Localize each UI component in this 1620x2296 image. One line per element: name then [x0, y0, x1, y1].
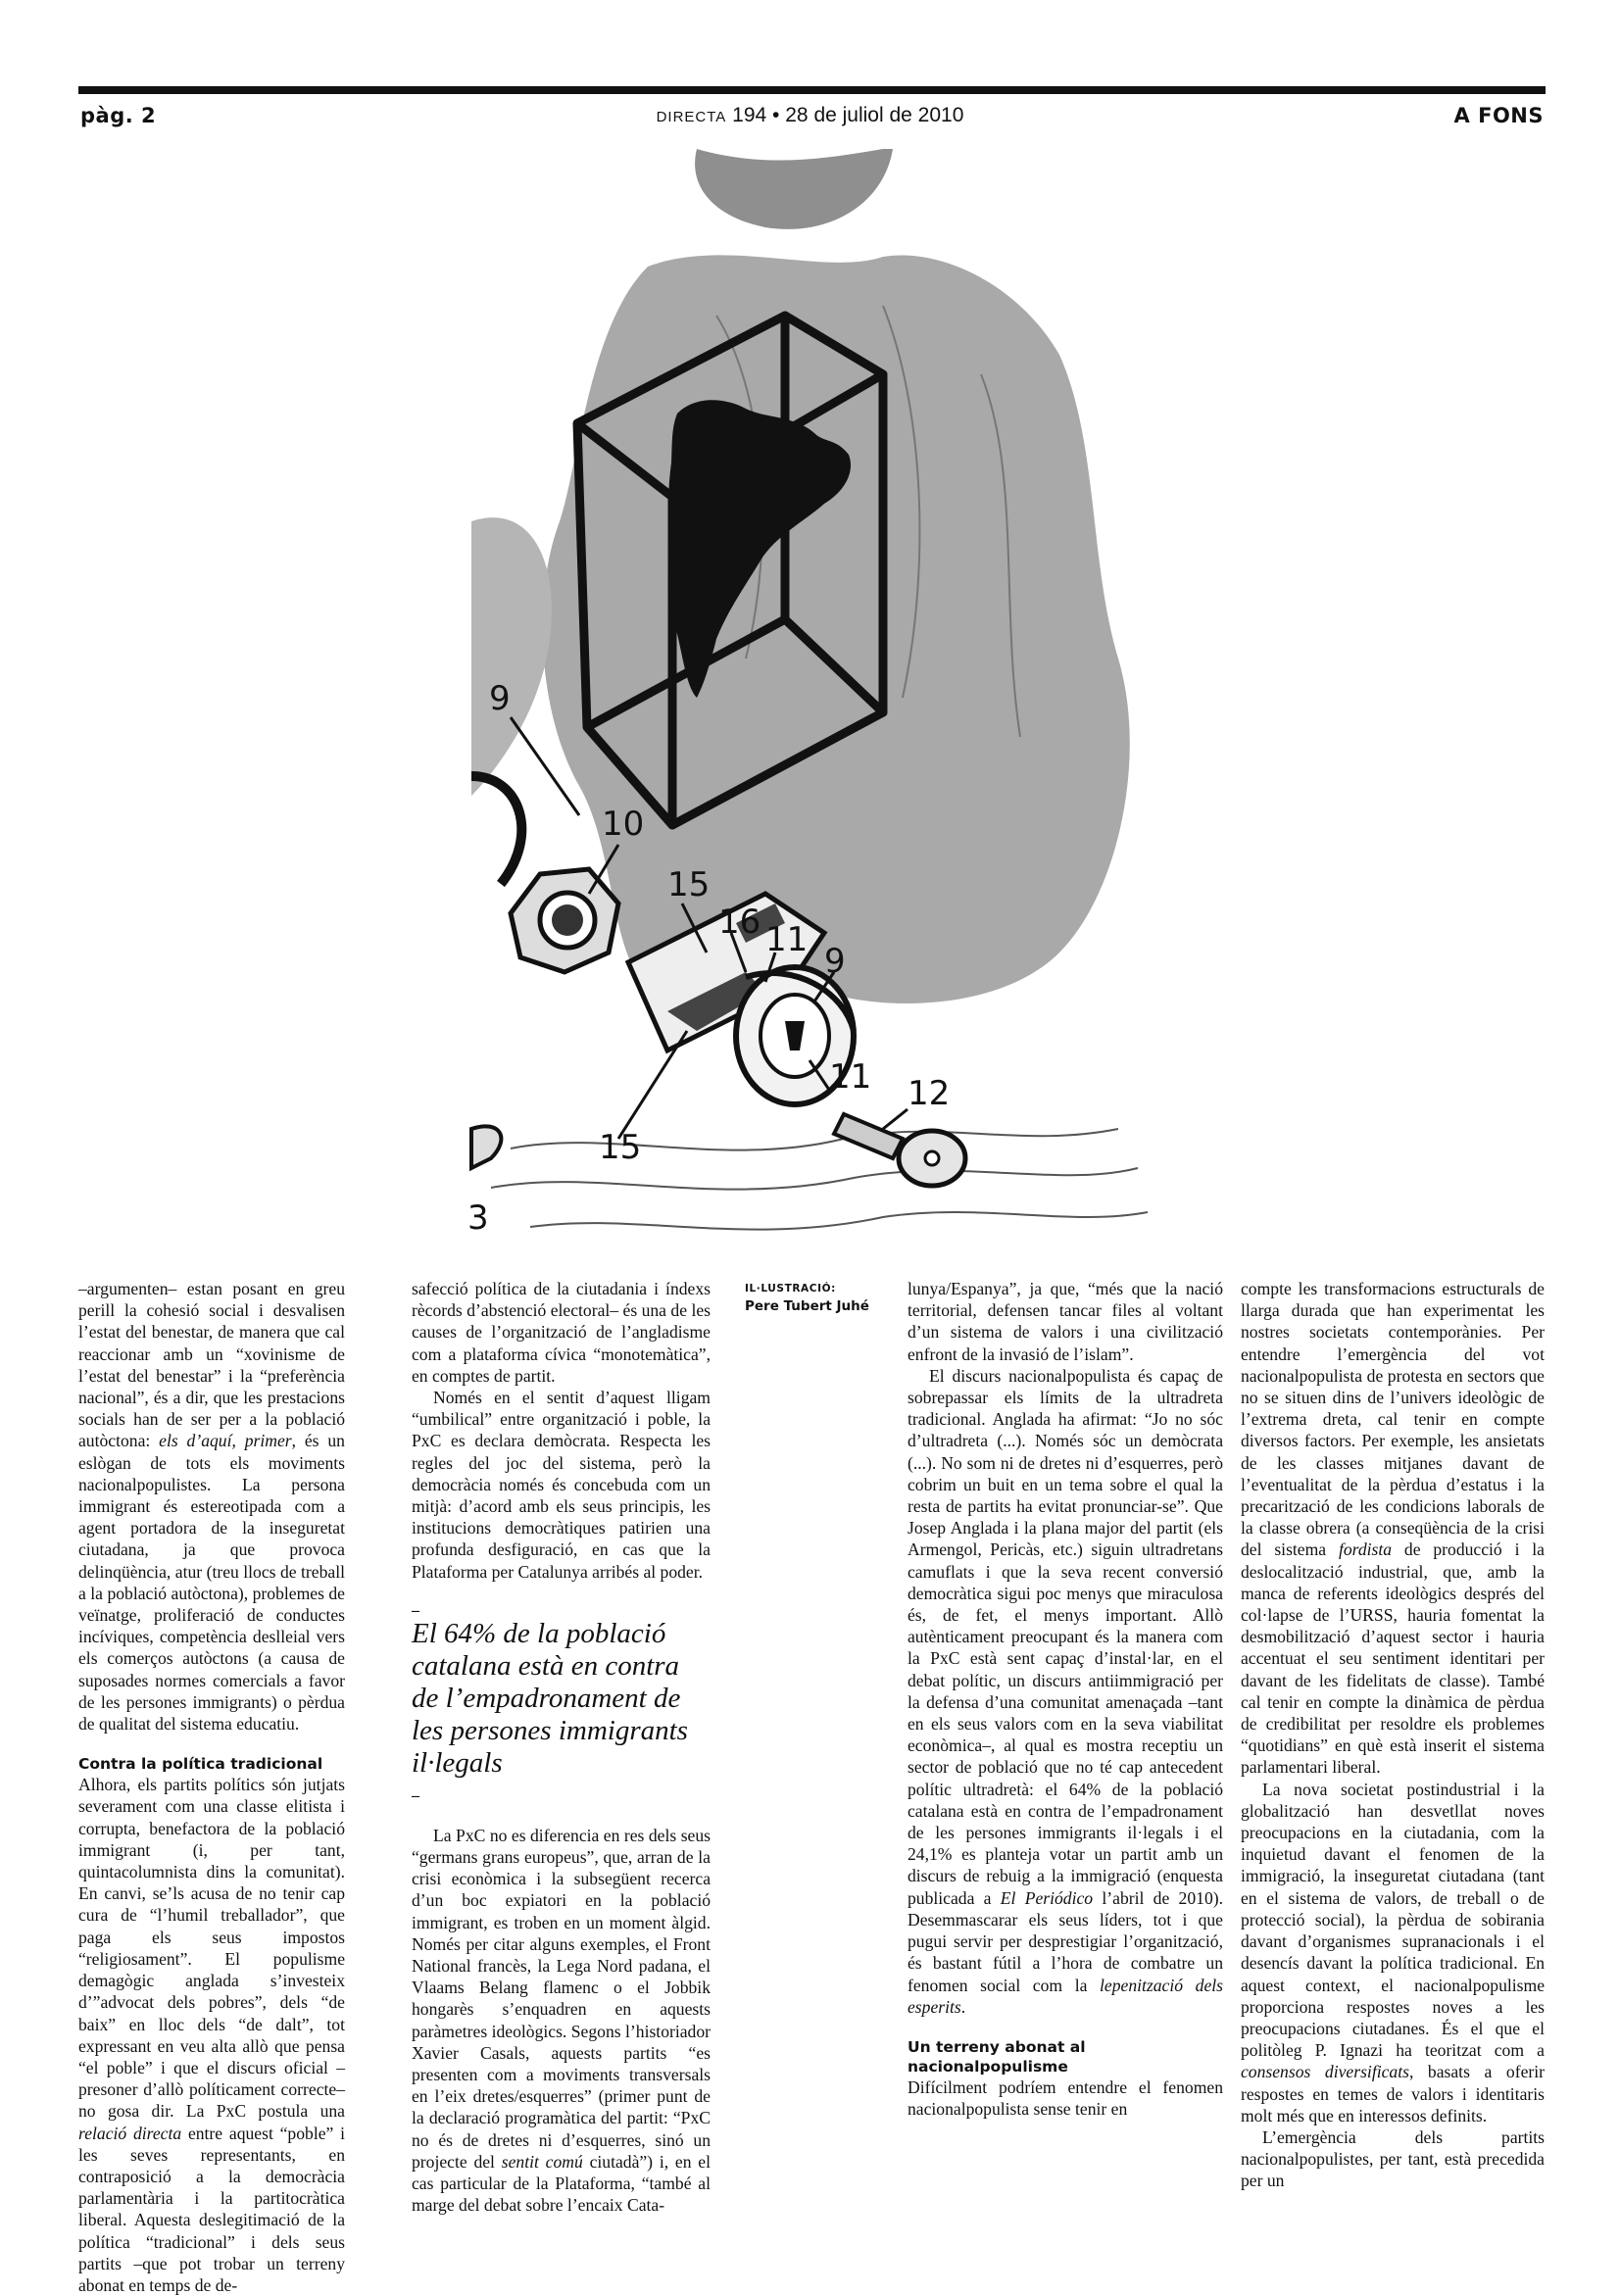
paragraph [78, 1278, 345, 1734]
section-name: A FONS [1453, 104, 1544, 127]
publication-name: DIRECTA [656, 109, 727, 125]
subheading: Contra la política tradicional [78, 1755, 323, 1774]
text: ciutadà”) i, en el cas particular de la Plataforma, “també al marge del debat sobre l’encaix Cata- [412, 2151, 712, 2216]
paragraph [78, 1774, 345, 2296]
illustration-lock-cube-map [467, 149, 1148, 1270]
article-column-3 [908, 1278, 1223, 2120]
text: entre aquest “poble” i les seves representants, en contraposició a la democràcia parlamentària i la partitocràtica liberal. Aquesta deslegitimació de la política “tradicional” i dels seus partits –que pot trobar un terreny abonat en temps de de- [78, 2123, 346, 2295]
diagram-label: 3 [467, 1198, 489, 1238]
emphasis: fordista [1338, 1539, 1393, 1560]
emphasis: els d’aquí, primer [159, 1431, 292, 1451]
text: compte les transformacions estructurals de llarga durada que han experimentat les nostres societats contemporànies. Per entendre l’emergència del vot nacionalpopulista de protesta en sectors que no se situen dins de l’univers ideològic de l’extrema dreta, cal tenir en compte diversos factors. Per exemple, les ansietats de les classes mitjanes davant de l’eventualitat de la pèrdua d’estatus i la precarització de les condicions laborals de la classe obrera (a conseqüència de la crisi del sistema [1241, 1279, 1545, 1560]
paragraph: Difícilment podríem entendre el fenomen nacionalpopulista sense tenir en [908, 2076, 1223, 2120]
article-column-4 [1241, 1278, 1545, 2192]
article-column-1 [78, 1278, 345, 2296]
credit-name: Pere Tubert Juhé [745, 1298, 869, 1314]
paragraph: L’emergència dels partits nacionalpopulistes, per tant, està precedida per un [1241, 2126, 1545, 2191]
header-rule [78, 86, 1546, 94]
article-column-2 [412, 1278, 711, 2217]
text: La nova societat postindustrial i la globalització han desvetllat noves preocupacions en la ciutadania, com la inquietud davant el fenomen de la immigració, la inseguretat ciutadana (tant en el sistema de valors, de treball o de protecció social), la pèrdua de sobirania davant d’organismes supranacionals i el desencís davant la política tradicional. En aquest context, el nacionalpopulisme proporciona respostes noves a les preocupacions ciutadanes. És el que el politòleg P. Ignazi ha teoritzat com a [1241, 1779, 1545, 2061]
diagram-label: 11 [765, 920, 809, 959]
text: El discurs nacionalpopulista és capaç de sobrepassar els límits de la ultradreta tradicional. Anglada ha afirmat: “Jo no sóc d’ultradreta (...). Només sóc un demòcrata (...). No som ni de dretes ni d’esquerres, però cobrim un buit en un tema sobre el qual la resta de partits ha evitat pronunciar-se”. Que Josep Anglada i la plana major del partit (els Armengol, Pericàs, etc.) siguin ultradretans camuflats i que la seva recent conversió democràtica sigui poc menys que miraculosa és, de fet, el menys important. Allò autènticament preocupant és la manera com la PxC està sent capaç d’instal·lar, en el debat polític, un discurs antiimmigració per la defensa d’una comunitat amenaçada –tant en els seus valors com en la seva viabilitat econòmica–, al qual es mostra receptiu un sector de població que no té cap antecedent polític ultradretà: el 64% de la població catalana està en contra de l’empadronament de les persones immigrants il·legals i el 24,1% es planteja votar un partit amb un discurs de rebuig a la immigració (enquesta publicada a [908, 1365, 1223, 1908]
illustration [467, 149, 1148, 1270]
emphasis: consensos diversificats [1241, 2062, 1409, 2082]
masthead-issue-date [0, 104, 1620, 127]
paragraph [1241, 1779, 1545, 2126]
diagram-label: 9 [489, 679, 511, 718]
paragraph [908, 1365, 1223, 2018]
pull-quote [412, 1601, 711, 1804]
diagram-label: 15 [599, 1128, 642, 1167]
paragraph: lunya/Espanya”, ja que, “més que la nació territorial, defensen tancar files al voltant d’un sistema de valors i una civilització enfront de la invasió de l’islam”. [908, 1279, 1223, 1364]
page-number: pàg. 2 [80, 104, 157, 127]
pull-quote-text: El 64% de la població catalana està en contra de l’empadronament de les persones immigrants il·legals [412, 1617, 688, 1779]
paragraph: Només en el sentit d’aquest lligam “umbilical” entre organització i poble, la PxC es declara demòcrata. Respecta les regles del joc del sistema, però la democràcia només és concebuda com un mitjà: d’acord amb els seus principis, les institucions democràtiques patirien una profunda desfiguració, en cas que la Plataforma per Catalunya arribés al poder. [412, 1388, 711, 1582]
issue-number: 194 [732, 104, 767, 126]
paragraph [412, 1825, 711, 2217]
diagram-label: 15 [667, 865, 711, 904]
diagram-label: 9 [824, 942, 846, 981]
diagram-label: 11 [829, 1057, 872, 1097]
emphasis: sentit comú [501, 2151, 583, 2172]
emphasis: El Periódico [1000, 1887, 1094, 1908]
paragraph [1241, 1278, 1545, 1779]
separator: • [772, 104, 780, 126]
paragraph: safecció política de la ciutadania i índexs rècords d’abstenció electoral– és una de les causes de l’organització de l’angladisme com a plataforma cívica “monotemàtica”, en comptes de partit. [412, 1279, 711, 1386]
emphasis: lepenització dels esperits [908, 1975, 1223, 2017]
text: , basats a oferir respostes en temes de valors i identitaris molt més que en interessos definits. [1241, 2062, 1545, 2125]
text: La PxC no es diferencia en res dels seus “germans grans europeus”, que, arran de la crisi econòmica i la subsegüent recerca d’un boc expiatori en la població immigrant, es troben en un moment àlgid. Només per citar alguns exemples, el Front National francès, la Lega Nord padana, el Vlaams Belang flamenc o el Jobbik hongarès s’enquadren en aquests paràmetres ideològics. Segons l’historiador Xavier Casals, aquests partits “es presenten com a moviments transversals en l’eix dretes/esquerres” (primer punt de la declaració programàtica del partit: “PxC no és de dretes ni d’esquerres, sinó un projecte del [412, 1825, 711, 2172]
text: , és un eslògan de tots els moviments nacionalpopulistes. La persona immigrant és estereotipada com a agent portadora de la inseguretat ciutadana, ja que provoca delinqüència, atur (treu llocs de treball a la població autòctona), problemes de veïnatge, proliferació de conductes incíviques, competència deslleial vers els comerços autòctons (a causa de suposades normes comercials a favor de les persones immigrants) o pèrdua de qualitat del sistema educatiu. [78, 1431, 345, 1734]
diagram-label: 10 [602, 805, 645, 844]
diagram-label: 12 [908, 1074, 951, 1113]
credit-label: IL·LUSTRACIÓ: [745, 1283, 836, 1295]
text: Alhora, els partits polítics són jutjats severament com una classe elitista i corrupta, benefactora de la població immigrant (i, per tant, quintacolumnista dins la comunitat). En canvi, se’ls acusa de no tenir cap cura de “l’humil treballador”, que paga els seus impostos “religiosament”. El populisme demagògic anglada s’investeix d’”advocat dels pobres”, dels “de baix” en lloc dels “de dalt”, tot expressant en veu alta allò que pensa “el poble” i que el discurs oficial –presoner d’allò políticament correcte– no gosa dir. La PxC postula una [78, 1775, 345, 2122]
text: de producció i la deslocalització industrial, que, amb la manca de referents ideològics després del col·lapse de l’URSS, hauria fomentat la desmobilització d’aquest sector i hauria accentuat el seu sentiment identitari per davant de les fidelitats de classe). També cal tenir en compte la dinàmica de pèrdua de credibilitat per resoldre els problemes “quotidians” en què està inserit el sistema parlamentari liberal. [1241, 1539, 1545, 1778]
subheading: Un terreny abonat al nacionalpopulisme [908, 2037, 1086, 2076]
illustration-credit [745, 1280, 892, 1315]
issue-date: 28 de juliol de 2010 [785, 104, 964, 126]
emphasis: relació directa [78, 2123, 182, 2143]
diagram-label: 16 [718, 903, 761, 942]
pull-quote-dash: – [412, 1601, 419, 1619]
text: l’abril de 2010). Desemmascarar els seus líders, tot i que pugui servir per desprestigiar l’organització, és bastant fútil a l’hora de combatre un fenomen social com la [908, 1887, 1223, 1995]
text: –argumenten– estan posant en greu perill la cohesió social i desvalisen l’estat del benestar, de manera que cal reaccionar amb un “xovinisme de l’estat del benestar” i la “preferència nacional”, és a dir, que les prestacions socials han de ser per a la població autòctona: [78, 1279, 345, 1451]
text: . [960, 1996, 966, 2017]
pull-quote-dash: – [412, 1786, 419, 1804]
